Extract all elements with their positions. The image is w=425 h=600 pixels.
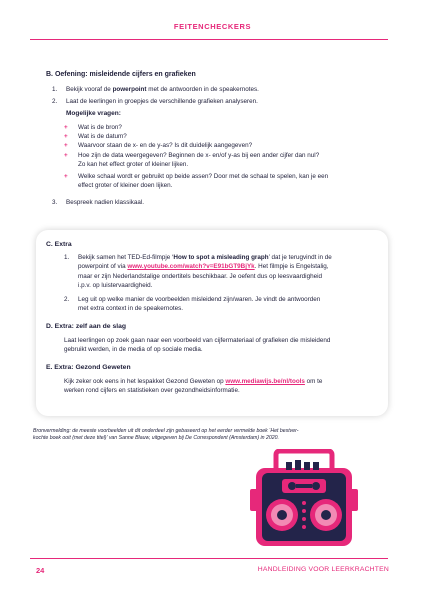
section-d-text: Laat leerlingen op zoek gaan naar een voorbeeld van cijfermateriaal of grafieken die misleidend gebruikt werden, in de media of op sociale media. — [64, 337, 331, 354]
footer-divider — [30, 558, 388, 559]
header-divider — [30, 39, 388, 40]
plus-bullet-icon: + — [64, 173, 68, 180]
page-number: 24 — [36, 566, 45, 575]
source-note: Bronvermelding: de meeste voorbeelden uit dit onderdeel zijn gebaseerd op het eerder vermelde boek ‘Het bestver- kochte boek ooit (met deze titel)’ van Sanne Blauw, uitgegeven bij De Correspondent (Amsterdam) in 2020. — [33, 428, 299, 442]
header-title: FEITENCHECKERS — [173, 22, 252, 31]
plus-bullet-icon: + — [64, 142, 68, 149]
questions-heading: Mogelijke vragen: — [66, 110, 121, 117]
plus-bullet-icon: + — [64, 124, 68, 131]
plus-bullet-icon: + — [64, 133, 68, 140]
section-e-text: Kijk zeker ook eens in het lespakket Gezond Geweten op www.mediawijs.be/nl/tools om te werken rond cijfers en statistieken over gezondheidsinformatie. — [64, 378, 323, 395]
section-c-title: C. Extra — [46, 241, 72, 248]
section-d-title: D. Extra: zelf aan de slag — [46, 323, 127, 330]
section-e-title: E. Extra: Gezond Geweten — [46, 364, 131, 371]
footer-label: HANDLEIDING VOOR LEERKRACHTEN — [257, 566, 389, 573]
extra-box: C. Extra 1. Bekijk samen het TED-Ed-filmpje ‘How to spot a misleading graph’ dat je terugvindt in de powerpoint of via www.youtube.com/watch?v=E91bGT9BjYk. Het filmpje is Engelstalig, maar er zijn Nederlandstalige ondertitels beschikbaar. Je oefent dus op leesvaardigheid i.p.v. op luistervaardigheid. 2. Leg uit op welke manier de voorbeelden misleidend zijn/waren. Je vindt de antwoorden met extra context in de speakernotes. D. Extra: zelf aan de slag Laat leerlingen op zoek gaan naar een voorbeeld van cijfermateriaal of grafieken die misleidend gebruikt werden, in de media of op sociale media. E. Extra: Gezond Geweten Kijk zeker ook eens in het lespakket Gezond Geweten op www.mediawijs.be/nl/tools om te werken rond cijfers en statistieken over gezondheidsinformatie. — [36, 230, 388, 416]
mediawijs-link[interactable]: www.mediawijs.be/nl/tools — [225, 378, 305, 385]
plus-bullet-icon: + — [64, 152, 68, 159]
youtube-link[interactable]: www.youtube.com/watch?v=E91bGT9BjYk — [127, 263, 255, 271]
radio-cassette-icon — [248, 449, 360, 555]
section-b-title: B. Oefening: misleidende cijfers en grafieken — [46, 71, 196, 78]
